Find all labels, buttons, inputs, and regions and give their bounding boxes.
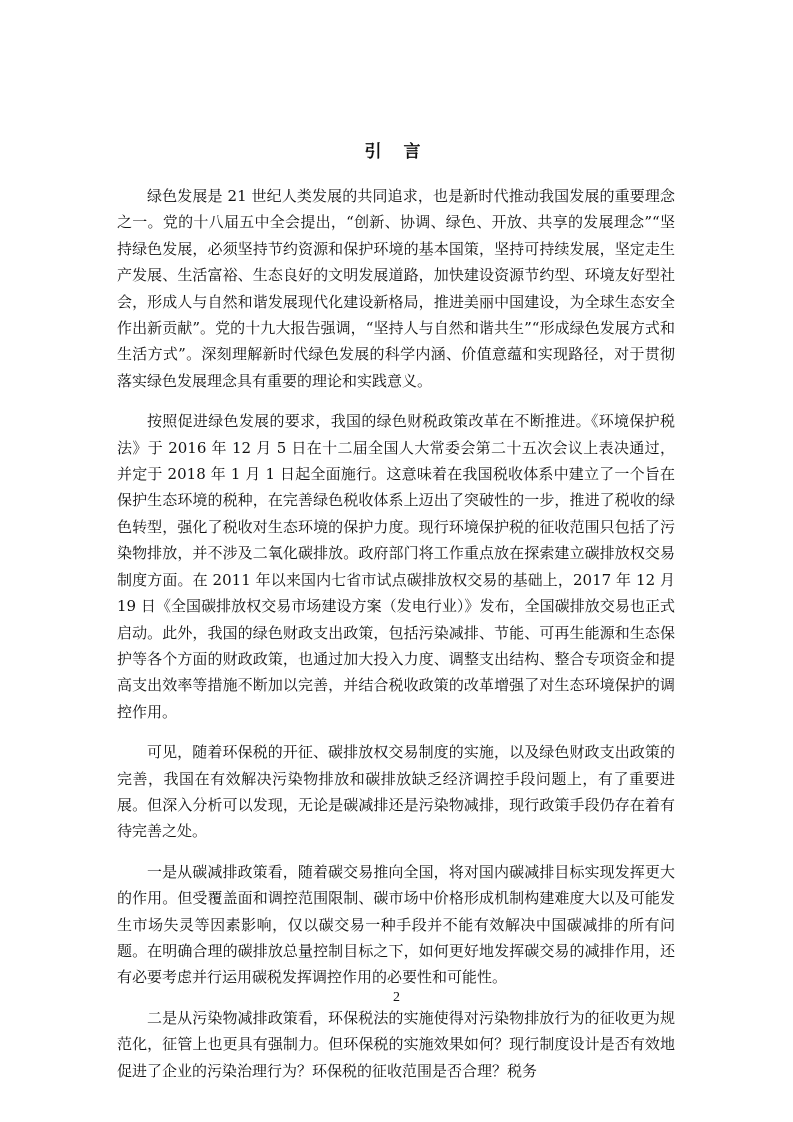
paragraph-2: 按照促进绿色发展的要求，我国的绿色财税政策改革在不断推进。《环境保护税法》于 2016 年 12 月 5 日在十二届全国人大常委会第二十五次会议上表决通过，并定于 2018 年 1 月 1 日起全面施行。这意味着在我国税收体系中建立了一个旨在保护生态环境的税种，在完善绿色税收体系上迈出了突破性的一步，推进了税收的绿色转型，强化了税收对生态环境的保护力度。现行环境保护税的征收范围只包括了污染物排放，并不涉及二氧化碳排放。政府部门将工作重点放在探索建立碳排放权交易制度方面。在 2011 年以来国内七省市试点碳排放权交易的基础上，2017 年 12 月 19 日《全国碳排放权交易市场建设方案（发电行业）》发布，全国碳排放交易也正式启动。此外，我国的绿色财政支出政策，包括污染减排、节能、可再生能源和生态保护等各个方面的财政政策，也通过加大投入力度、调整支出结构、整合专项资金和提高支出效率等措施不断加以完善，并结合税收政策的改革增强了对生态环境保护的调控作用。: [117, 412, 675, 721]
section-title: 引 言: [364, 142, 429, 162]
paragraph-4: 一是从碳减排政策看，随着碳交易推向全国，将对国内碳减排目标实现发挥更大的作用。但受覆盖面和调控范围限制、碳市场中价格形成机制构建难度大以及可能发生市场失灵等因素影响，仅以碳交易一种手段并不能有效解决中国碳减排的所有问题。在明确合理的碳排放总量控制目标之下，如何更好地发挥碳交易的减排作用，还有必要考虑并行运用碳税发挥调控作用的必要性和可能性。: [117, 862, 675, 987]
paragraph-3: 可见，随着环保税的开征、碳排放权交易制度的实施，以及绿色财政支出政策的完善，我国在有效解决污染物排放和碳排放缺乏经济调控手段问题上，有了重要进展。但深入分析可以发现，无论是碳减排还是污染物减排，现行政策手段仍存在着有待完善之处。: [117, 743, 675, 841]
paragraph-1: 绿色发展是 21 世纪人类发展的共同追求，也是新时代推动我国发展的重要理念之一。党的十八届五中全会提出，“创新、协调、绿色、开放、共享的发展理念”“坚持绿色发展，必须坚持节约资源和保护环境的基本国策，坚持可持续发展，坚定走生产发展、生活富裕、生态良好的文明发展道路，加快建设资源节约型、环境友好型社会，形成人与自然和谐发展现代化建设新格局，推进美丽中国建设，为全球生态安全作出新贡献”。党的十九大报告强调，“坚持人与自然和谐共生”“形成绿色发展方式和生活方式”。深刻理解新时代绿色发展的科学内涵、价值意蕴和实现路径，对于贯彻落实绿色发展理念具有重要的理论和实践意义。: [117, 187, 675, 390]
body-text: [117, 183, 675, 1098]
page-number: 2: [393, 990, 400, 1005]
paragraph-5: 二是从污染物减排政策看，环保税法的实施使得对污染物排放行为的征收更为规范化，征管上也更具有强制力。但环保税的实施效果如何？现行制度设计是否有效地促进了企业的污染治理行为？环保税的征收范围是否合理？税务: [117, 1008, 675, 1080]
